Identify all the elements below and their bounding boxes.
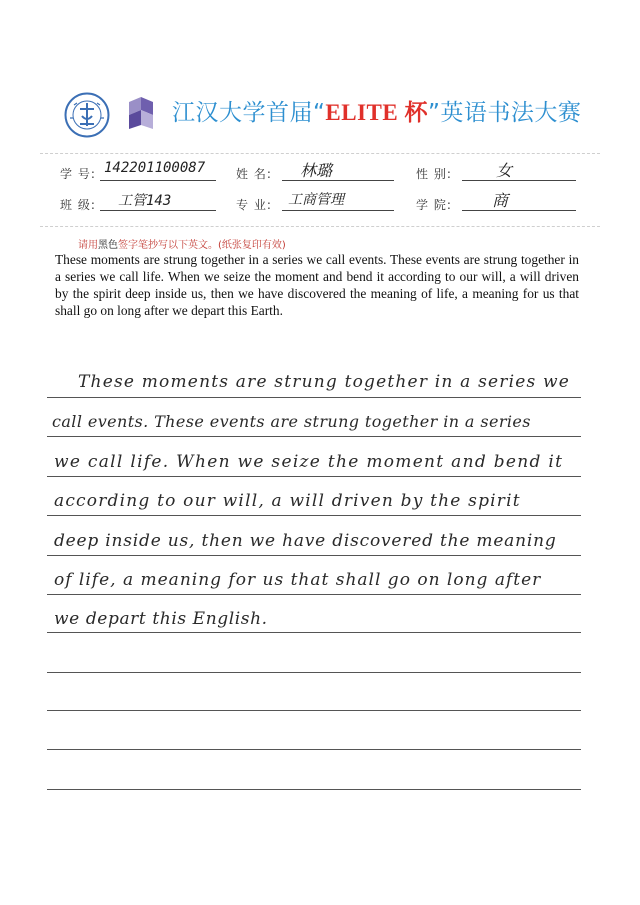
contest-title: 江汉大学首届“ELITE 杯”英语书法大赛	[172, 100, 582, 126]
college-line	[462, 210, 576, 211]
handwriting-line: deep inside us, then we have discovered the meaning	[54, 531, 557, 551]
major-line	[282, 210, 394, 211]
writing-rule	[47, 749, 581, 750]
handwriting-line: call events. These events are strung together in a series	[52, 412, 531, 431]
writing-rule	[47, 515, 581, 516]
gender-label: 性 别:	[416, 167, 452, 181]
writing-rule	[47, 672, 581, 673]
major-value: 工商管理	[288, 192, 344, 208]
handwriting-line: These moments are strung together in a series we	[78, 372, 571, 392]
university-seal-icon	[64, 92, 110, 138]
writing-rule	[47, 632, 581, 633]
class-line	[100, 210, 216, 211]
writing-rule	[47, 436, 581, 437]
college-label: 学 院:	[416, 198, 452, 212]
contest-emblem-icon	[124, 96, 158, 130]
student-id-line	[100, 180, 216, 181]
writing-rule	[47, 594, 581, 595]
writing-rule	[47, 789, 581, 790]
student-id-value: 142201100087	[104, 160, 206, 176]
handwriting-line: we call life. When we seize the moment and bend it	[54, 452, 564, 472]
gender-value: 女	[496, 161, 513, 180]
handwriting-line: according to our will, a will driven by the spirit	[54, 491, 521, 511]
name-line	[282, 180, 394, 181]
major-label: 专 业:	[236, 198, 272, 212]
gender-line	[462, 180, 576, 181]
writing-rule	[47, 397, 581, 398]
header-divider	[40, 153, 600, 154]
handwriting-line: we depart this English.	[54, 609, 268, 629]
writing-rule	[47, 555, 581, 556]
handwriting-line: of life, a meaning for us that shall go on long after	[54, 570, 542, 590]
class-label: 班 级:	[60, 198, 96, 212]
student-id-label: 学 号:	[60, 167, 96, 181]
class-value: 工管143	[118, 193, 172, 209]
source-passage: These moments are strung together in a series we call events. These events are strung together in a series we call life. When we seize the moment and bend it according to our will, a will driven by the spirit deep inside us, then we have discovered the meaning of life, a meaning for us that shall go on long after we depart this Earth.	[55, 252, 579, 318]
form-divider	[40, 226, 600, 227]
college-value: 商	[492, 191, 509, 210]
name-label: 姓 名:	[236, 167, 272, 181]
instruction-text: 请用黑色签字笔抄写以下英文。(纸张复印有效)	[78, 240, 286, 251]
name-value: 林璐	[300, 161, 333, 180]
writing-rule	[47, 476, 581, 477]
writing-rule	[47, 710, 581, 711]
